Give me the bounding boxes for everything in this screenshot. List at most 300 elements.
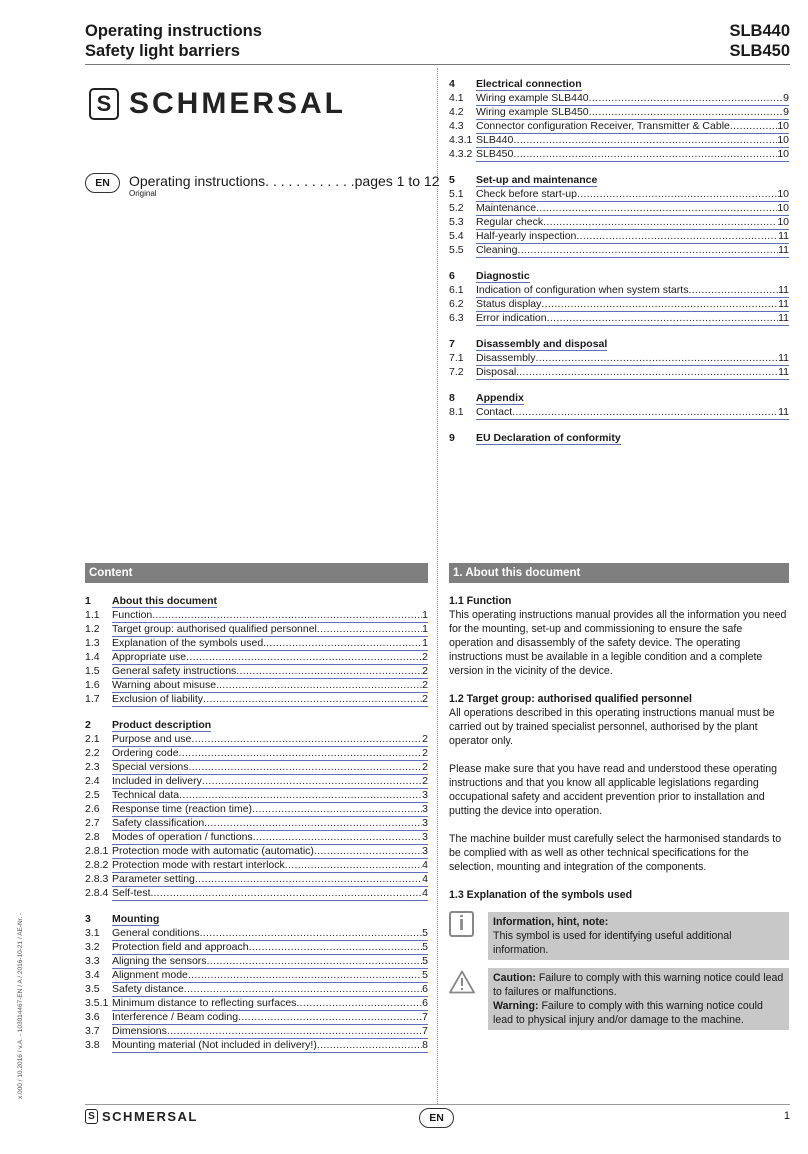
- toc-entry-number: 5.4: [449, 230, 464, 242]
- toc-entry-link[interactable]: [476, 201, 789, 216]
- toc-entry-number: 3.2: [85, 941, 100, 953]
- toc-entry-title: Protection field and approach: [112, 941, 249, 953]
- toc-entry[interactable]: [85, 664, 428, 678]
- toc-entry-title: Exclusion of liability: [112, 693, 204, 705]
- toc-leader-dots: [238, 1010, 422, 1024]
- toc-entry-link[interactable]: [476, 147, 789, 162]
- toc-entry-title: Indication of configuration when system starts: [476, 284, 689, 296]
- toc-entry-page: 1: [422, 623, 428, 635]
- toc-entry-page: 10: [777, 216, 789, 228]
- toc-entry[interactable]: [85, 940, 428, 954]
- toc-chapter[interactable]: [449, 77, 789, 91]
- toc-entry-title: Explanation of the symbols used.: [112, 637, 267, 649]
- toc-entry[interactable]: [449, 133, 789, 147]
- toc-entry[interactable]: [85, 636, 428, 650]
- toc-entry-number: 2.8.1: [85, 845, 109, 857]
- toc-entry[interactable]: [449, 105, 789, 119]
- toc-entry-number: 4.1: [449, 92, 464, 104]
- toc-chapter[interactable]: [449, 337, 789, 351]
- toc-entry-number: 1.4: [85, 651, 100, 663]
- toc-entry[interactable]: [449, 405, 789, 419]
- toc-leader-dots: [252, 802, 422, 816]
- toc-entry[interactable]: [85, 760, 428, 774]
- toc-entry-title: Response time (reaction time): [112, 803, 253, 815]
- toc-leader-dots: [536, 201, 777, 215]
- toc-leader-dots: [576, 229, 778, 243]
- toc-entry-number: 2.8.3: [85, 873, 109, 885]
- toc-leader-dots: [184, 982, 422, 996]
- toc-entry-number: 5.2: [449, 202, 464, 214]
- toc-entry-page: 11: [778, 352, 789, 364]
- toc-entry-number: 4.2: [449, 106, 464, 118]
- toc-entry-link[interactable]: [112, 802, 428, 817]
- toc-chapter-title[interactable]: About this document: [112, 595, 217, 607]
- toc-chapter-title[interactable]: Diagnostic: [476, 270, 530, 282]
- toc-entry[interactable]: [449, 229, 789, 243]
- toc-chapter[interactable]: [449, 431, 789, 445]
- toc-entry-page: 2: [422, 761, 428, 773]
- toc-entry-page: 11: [778, 244, 789, 256]
- toc-leader-dots: [191, 732, 422, 746]
- toc-entry-title: SLB450: [476, 148, 514, 160]
- toc-entry-title: Interference / Beam coding: [112, 1011, 239, 1023]
- toc-entry-title: General conditions: [112, 927, 200, 939]
- toc-entry-title: Wiring example SLB440: [476, 92, 589, 104]
- toc-entry-page: 6: [422, 983, 428, 995]
- toc-chapter-number: 7: [449, 338, 455, 350]
- toc-entry-title: Self-test.: [112, 887, 154, 899]
- toc-entry[interactable]: [85, 1024, 428, 1038]
- toc-entry[interactable]: [85, 1038, 428, 1052]
- toc-entry-number: 2.6: [85, 803, 100, 815]
- toc-chapter-title[interactable]: Set-up and maintenance: [476, 174, 598, 186]
- column-divider: [437, 68, 438, 1104]
- toc-entry-number: 4.3: [449, 120, 464, 132]
- toc-entry-link[interactable]: [476, 365, 789, 380]
- info-note-title: Information, hint, note:: [493, 916, 609, 928]
- toc-entry-link[interactable]: [112, 830, 428, 845]
- toc-entry-number: 4.3.2: [449, 148, 473, 160]
- toc-entry-link[interactable]: [112, 886, 428, 901]
- toc-entry-page: 5: [422, 955, 428, 967]
- toc-leader-dots: [688, 283, 778, 297]
- content-heading: Content: [85, 563, 428, 583]
- toc-entry-link[interactable]: [112, 678, 428, 693]
- toc-leader-dots: [207, 816, 422, 830]
- toc-leader-dots: [200, 926, 423, 940]
- toc-entry-number: 4.3.1: [449, 134, 473, 146]
- toc-entry-title: Regular check: [476, 216, 544, 228]
- toc-leader-dots: [512, 405, 778, 419]
- target-group-text-1: All operations described in this operating instructions manual must be carried out by trained specialist personnel, authorised by the plant operator only.: [449, 707, 775, 747]
- toc-entry-page: 6: [422, 997, 428, 1009]
- footer-rule: [85, 1104, 790, 1105]
- toc-entry-title: Maintenance: [476, 202, 537, 214]
- toc-leader-dots: [188, 968, 422, 982]
- toc-entry-link[interactable]: [112, 732, 428, 747]
- toc-entry-page: 5: [422, 941, 428, 953]
- toc-chapter-number: 9: [449, 432, 455, 444]
- toc-entry-title: Wiring example SLB450: [476, 106, 589, 118]
- toc-entry[interactable]: [449, 351, 789, 365]
- toc-entry-number: 2.7: [85, 817, 100, 829]
- document-title: [85, 21, 262, 61]
- footer-language-badge[interactable]: EN: [419, 1108, 454, 1128]
- toc-chapter-title[interactable]: Electrical connection: [476, 78, 582, 90]
- toc-entry-title: Special versions: [112, 761, 189, 773]
- section-1-body: [449, 594, 789, 902]
- toc-entry[interactable]: [85, 872, 428, 886]
- toc-entry-link[interactable]: [112, 622, 428, 637]
- toc-entry-number: 3.3: [85, 955, 100, 967]
- toc-entry[interactable]: [449, 147, 789, 161]
- toc-entry-title: Alignment mode: [112, 969, 188, 981]
- toc-entry-title: Disassembly: [476, 352, 536, 364]
- toc-entry-page: 2: [422, 693, 428, 705]
- toc-leader-dots: [314, 844, 422, 858]
- toc-entry-page: 9: [783, 106, 789, 118]
- toc-chapter[interactable]: [85, 718, 428, 732]
- toc-entry-link[interactable]: [112, 858, 428, 873]
- toc-entry-title: Protection mode with restart interlock: [112, 859, 285, 871]
- toc-entry-page: 5: [422, 969, 428, 981]
- warning-note: [493, 999, 784, 1027]
- language-badge[interactable]: EN: [85, 173, 120, 193]
- toc-entry-link[interactable]: [112, 816, 428, 831]
- info-note-box: [488, 912, 789, 960]
- toc-entry-number: 3.5: [85, 983, 100, 995]
- toc-entry-link[interactable]: [476, 133, 789, 148]
- toc-entry-link[interactable]: [112, 954, 428, 969]
- toc-leader-dots: [541, 297, 778, 311]
- toc-entry[interactable]: [85, 788, 428, 802]
- toc-entry[interactable]: [85, 608, 428, 622]
- toc-entry-link[interactable]: [112, 774, 428, 789]
- toc-entry[interactable]: [85, 622, 428, 636]
- toc-entry-page: 3: [422, 845, 428, 857]
- toc-entry-number: 3.8: [85, 1039, 100, 1051]
- toc-entry-title: Minimum distance to reflecting surfaces: [112, 997, 297, 1009]
- document-code: x.000 / 10.2016 / v.A. - 103014467-EN / A / 2016-10-21 / AE-Nr. -: [17, 912, 24, 1099]
- toc-entry-link[interactable]: [112, 1010, 428, 1025]
- toc-leader-dots: [236, 664, 422, 678]
- toc-entry[interactable]: [85, 886, 428, 900]
- toc-entry-title: Parameter setting: [112, 873, 195, 885]
- toc-entry[interactable]: [449, 91, 789, 105]
- toc-leader-dots: [317, 622, 422, 636]
- title-line-1: Operating instructions: [85, 22, 262, 40]
- toc-chapter[interactable]: [85, 912, 428, 926]
- toc-entry-link[interactable]: [112, 1024, 428, 1039]
- toc-leader-dots: [547, 311, 778, 325]
- caution-note-box: [488, 968, 789, 1030]
- toc-entry-page: 10: [777, 120, 789, 132]
- toc-entry-page: 11: [778, 284, 789, 296]
- toc-chapter-number: 4: [449, 78, 455, 90]
- toc-entry[interactable]: [449, 119, 789, 133]
- toc-entry-link[interactable]: [476, 119, 789, 134]
- model-names: [729, 21, 790, 61]
- toc-chapter-title[interactable]: Mounting: [112, 913, 160, 925]
- toc-entry-number: 3.1: [85, 927, 100, 939]
- toc-entry-title: Protection mode with automatic (automatic): [112, 845, 314, 857]
- toc-leader-dots: [202, 774, 422, 788]
- toc-entry-title: Warning about misuse.: [112, 679, 219, 691]
- toc-entry-title: Ordering code: [112, 747, 179, 759]
- toc-entry-link[interactable]: [476, 187, 789, 202]
- toc-entry-link[interactable]: [476, 351, 789, 366]
- toc-leader-dots: [249, 940, 423, 954]
- toc-entry-link[interactable]: [112, 760, 428, 775]
- warning-label: Warning:: [493, 1000, 539, 1012]
- toc-entry[interactable]: [449, 201, 789, 215]
- toc-entry-number: 1.6: [85, 679, 100, 691]
- toc-chapter-title[interactable]: Appendix: [476, 392, 524, 404]
- toc-chapter[interactable]: [449, 391, 789, 405]
- toc-entry-number: 1.1: [85, 609, 100, 621]
- toc-entry-title: Aligning the sensors: [112, 955, 207, 967]
- toc-entry[interactable]: [85, 1010, 428, 1024]
- toc-chapter-title[interactable]: Product description: [112, 719, 212, 731]
- toc-entry-page: 11: [778, 312, 789, 324]
- toc-leader-dots: [589, 105, 784, 119]
- toc-entry-number: 5.1: [449, 188, 464, 200]
- toc-leader-dots: [253, 830, 422, 844]
- toc-entry-title: Contact: [476, 406, 513, 418]
- toc-entry[interactable]: [85, 844, 428, 858]
- toc-entry-number: 6.1: [449, 284, 464, 296]
- toc-entry-page: 3: [422, 789, 428, 801]
- toc-leader-dots: [153, 886, 422, 900]
- toc-entry-page: 2: [422, 679, 428, 691]
- toc-entry-title: Status display: [476, 298, 542, 310]
- toc-chapter-number: 1: [85, 595, 91, 607]
- logo-wordmark: SCHMERSAL: [129, 87, 347, 120]
- toc-entry-title: Modes of operation / functions: [112, 831, 253, 843]
- toc-leader-dots: [266, 636, 422, 650]
- toc-entry[interactable]: [85, 774, 428, 788]
- toc-entry-link[interactable]: [112, 926, 428, 941]
- toc-entry[interactable]: [85, 858, 428, 872]
- toc-entry[interactable]: [449, 311, 789, 325]
- toc-entry-number: 1.5: [85, 665, 100, 677]
- toc-entry-page: 10: [777, 148, 789, 160]
- header-rule: [85, 64, 790, 65]
- toc-leader-dots: [179, 746, 423, 760]
- toc-leader-dots: [179, 788, 422, 802]
- toc-entry-number: 1.3: [85, 637, 100, 649]
- toc-entry-number: 2.1: [85, 733, 100, 745]
- toc-entry-page: 1: [422, 609, 428, 621]
- toc-entry-number: 3.4: [85, 969, 100, 981]
- toc-entry-number: 3.5.1: [85, 997, 109, 1009]
- toc-chapter-title[interactable]: Disassembly and disposal: [476, 338, 608, 350]
- toc-entry-number: 2.8.2: [85, 859, 109, 871]
- toc-entry[interactable]: [449, 215, 789, 229]
- function-heading: 1.1 Function: [449, 595, 512, 607]
- toc-entry[interactable]: [85, 926, 428, 940]
- info-icon: i: [449, 911, 474, 937]
- symbols-heading: 1.3 Explanation of the symbols used: [449, 889, 633, 901]
- toc-entry[interactable]: [85, 802, 428, 816]
- toc-entry-title: Disposal.: [476, 366, 520, 378]
- toc-entry[interactable]: [85, 996, 428, 1010]
- caution-text: Failure to comply with this warning notice could lead to failures or malfunctions.: [493, 972, 784, 998]
- toc-entry-page: 3: [422, 831, 428, 843]
- toc-left-column: [85, 594, 428, 1052]
- toc-entry-title: Technical data: [112, 789, 180, 801]
- toc-entry-page: 2: [422, 747, 428, 759]
- warning-triangle-icon: [449, 970, 475, 994]
- toc-entry-link[interactable]: [476, 311, 789, 326]
- toc-right-column: [449, 77, 789, 445]
- toc-entry[interactable]: [85, 830, 428, 844]
- toc-entry-title: Cleaning: [476, 244, 518, 256]
- model-line-1: SLB440: [729, 22, 790, 40]
- caution-note: [493, 971, 784, 999]
- toc-entry-link[interactable]: [112, 844, 428, 859]
- toc-entry-title: Check before start-up: [476, 188, 577, 200]
- toc-leader-dots: [203, 692, 422, 706]
- toc-chapter-number: 8: [449, 392, 455, 404]
- toc-entry[interactable]: [85, 678, 428, 692]
- toc-entry-page: 4: [422, 873, 428, 885]
- toc-entry-page: 3: [422, 803, 428, 815]
- toc-entry-link[interactable]: [476, 215, 789, 230]
- toc-entry-page: 11: [778, 366, 789, 378]
- toc-entry-link[interactable]: [112, 608, 428, 623]
- toc-entry[interactable]: [449, 365, 789, 379]
- toc-leader-dots: [195, 872, 422, 886]
- toc-entry-number: 1.7: [85, 693, 100, 705]
- toc-entry-page: 10: [777, 188, 789, 200]
- footer-schmersal-logo: [85, 1109, 198, 1124]
- toc-entry[interactable]: [449, 243, 789, 257]
- toc-chapter-number: 2: [85, 719, 91, 731]
- toc-entry-number: 1.2: [85, 623, 100, 635]
- toc-leader-dots: [296, 996, 422, 1010]
- toc-entry-link[interactable]: [476, 229, 789, 244]
- toc-leader-dots: [577, 187, 777, 201]
- logo-mark-icon: S: [89, 88, 119, 120]
- toc-entry-link[interactable]: [112, 982, 428, 997]
- toc-entry-number: 2.8: [85, 831, 100, 843]
- toc-entry[interactable]: [449, 297, 789, 311]
- toc-entry-link[interactable]: [476, 91, 789, 106]
- toc-entry-page: 2: [422, 651, 428, 663]
- toc-entry-number: 5.3: [449, 216, 464, 228]
- toc-entry[interactable]: [85, 954, 428, 968]
- toc-entry-title: Safety distance: [112, 983, 184, 995]
- toc-entry-link[interactable]: [112, 1038, 428, 1053]
- target-group-text-2: Please make sure that you have read and understood these operating instructions and that you know all applicable legislations regarding occupational safety and accident prevention prior to installation and putting the device into operation.: [449, 763, 778, 817]
- toc-chapter-number: 5: [449, 174, 455, 186]
- toc-entry-link[interactable]: [112, 664, 428, 679]
- toc-entry-title: Included in delivery: [112, 775, 202, 787]
- toc-entry-page: 5: [422, 927, 428, 939]
- toc-entry-link[interactable]: [112, 636, 428, 651]
- toc-entry-page: 11: [778, 406, 789, 418]
- caution-label: Caution:: [493, 972, 536, 984]
- toc-entry-page: 10: [777, 134, 789, 146]
- toc-chapter-title[interactable]: EU Declaration of conformity: [476, 432, 621, 444]
- toc-entry[interactable]: [85, 816, 428, 830]
- toc-leader-dots: [730, 119, 777, 133]
- toc-leader-dots: [207, 954, 423, 968]
- toc-entry-link[interactable]: [112, 968, 428, 983]
- toc-entry-link[interactable]: [112, 996, 428, 1011]
- toc-entry-title: Purpose and use: [112, 733, 192, 745]
- footer-logo-mark-icon: S: [85, 1109, 98, 1124]
- schmersal-logo: [89, 87, 346, 121]
- toc-entry[interactable]: [85, 692, 428, 706]
- toc-entry-link[interactable]: [476, 243, 789, 258]
- footer-logo-wordmark: SCHMERSAL: [102, 1109, 198, 1124]
- toc-chapter[interactable]: [85, 594, 428, 608]
- toc-entry-link[interactable]: [476, 405, 789, 420]
- toc-entry-link[interactable]: [476, 283, 789, 298]
- toc-entry-number: 6.3: [449, 312, 464, 324]
- toc-entry-title: Mounting material (Not included in delivery!): [112, 1039, 317, 1051]
- toc-entry[interactable]: [85, 650, 428, 664]
- toc-entry[interactable]: [85, 746, 428, 760]
- toc-entry-link[interactable]: [112, 650, 428, 665]
- toc-entry-link[interactable]: [476, 105, 789, 120]
- toc-leader-dots: [513, 133, 777, 147]
- toc-entry-page: 7: [422, 1025, 428, 1037]
- toc-entry-title: Error indication: [476, 312, 547, 324]
- toc-entry-title: Appropriate use: [112, 651, 187, 663]
- page-number: 1: [783, 1110, 790, 1122]
- toc-entry-title: Function.: [112, 609, 156, 621]
- toc-entry-number: 5.5: [449, 244, 464, 256]
- toc-entry-number: 2.4: [85, 775, 100, 787]
- toc-leader-dots: [285, 858, 422, 872]
- toc-entry-title: Connector configuration Receiver, Transmitter & Cable: [476, 120, 730, 132]
- toc-entry-number: 2.2: [85, 747, 100, 759]
- title-line-2: Safety light barriers: [85, 42, 240, 60]
- toc-leader-dots: [167, 1024, 422, 1038]
- toc-chapter[interactable]: [449, 173, 789, 187]
- toc-entry-page: 9: [783, 92, 789, 104]
- toc-leader-dots: [543, 215, 777, 229]
- toc-entry-page: 2: [422, 665, 428, 677]
- toc-entry[interactable]: [449, 187, 789, 201]
- toc-entry-link[interactable]: [476, 297, 789, 312]
- toc-entry[interactable]: [85, 732, 428, 746]
- toc-leader-dots: [155, 608, 422, 622]
- toc-leader-dots: [517, 243, 778, 257]
- target-group-heading: 1.2 Target group: authorised qualified personnel: [449, 693, 692, 705]
- toc-leader-dots: [317, 1038, 422, 1052]
- toc-entry-number: 2.3: [85, 761, 100, 773]
- toc-entry[interactable]: [449, 283, 789, 297]
- target-group-text-3: The machine builder must carefully select the harmonised standards to be complied with as well as other technical specifications for the selection, mounting and integration of the components.: [449, 833, 782, 873]
- toc-entry-link[interactable]: [112, 872, 428, 887]
- toc-entry-page: 7: [422, 1011, 428, 1023]
- toc-entry[interactable]: [85, 968, 428, 982]
- toc-entry-link[interactable]: [112, 692, 428, 707]
- toc-entry-page: 3: [422, 817, 428, 829]
- toc-entry-link[interactable]: [112, 788, 428, 803]
- warning-text: Failure to comply with this warning notice could lead to physical injury and/or damage to the machine.: [493, 1000, 763, 1026]
- toc-entry[interactable]: [85, 982, 428, 996]
- toc-leader-dots: [519, 365, 778, 379]
- toc-entry-link[interactable]: [112, 940, 428, 955]
- toc-chapter[interactable]: [449, 269, 789, 283]
- toc-entry-title: Target group: authorised qualified personnel: [112, 623, 317, 635]
- toc-entry-link[interactable]: [112, 746, 428, 761]
